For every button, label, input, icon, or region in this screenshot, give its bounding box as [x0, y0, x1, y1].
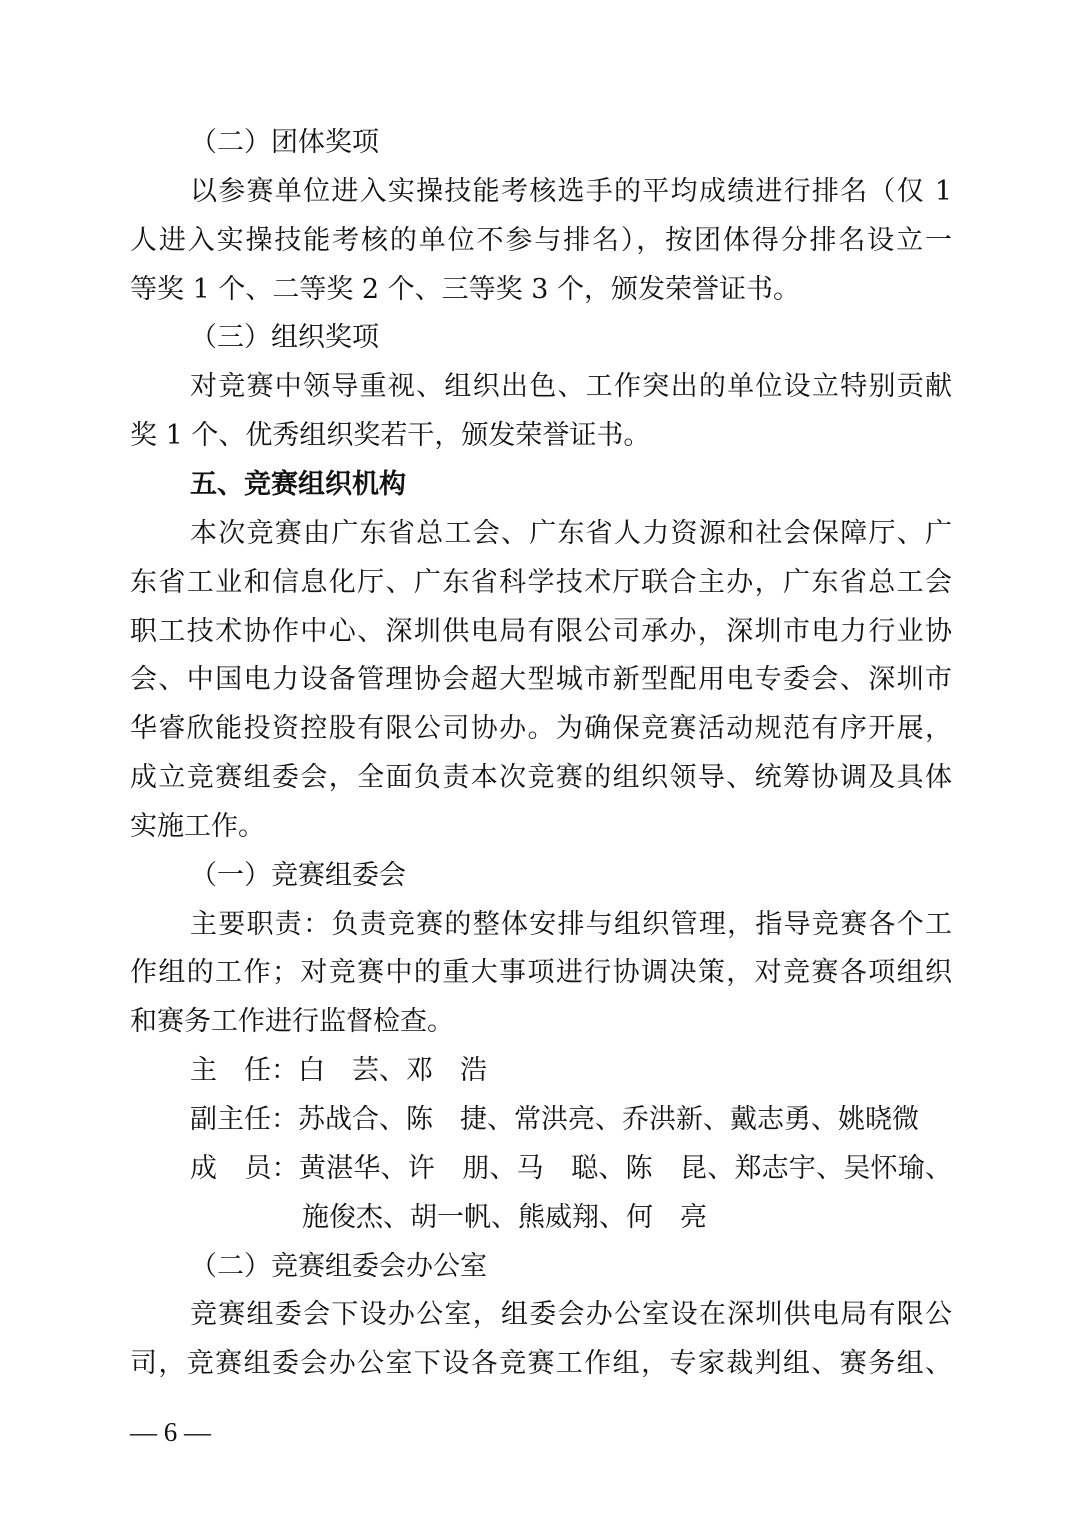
text-line: 人进入实操技能考核的单位不参与排名），按团体得分排名设立一 [130, 224, 952, 256]
text-line: 东省工业和信息化厅、广东省科学技术厅联合主办，广东省总工会 [130, 566, 952, 598]
text-line: 作组的工作；对竞赛中的重大事项进行协调决策，对竞赛各项组织 [130, 957, 952, 989]
text-line: 副主任：苏战合、陈 捷、常洪亮、乔洪新、戴志勇、姚晓微 [190, 1104, 919, 1135]
text-line: 成 员：黄湛华、许 朋、马 聪、陈 昆、郑志宇、吴怀瑜、 [190, 1152, 952, 1184]
text-line: 奖 1 个、优秀组织奖若干，颁发荣誉证书。 [130, 420, 651, 452]
text-line: 主 任：白 芸、邓 浩 [190, 1055, 487, 1087]
text-line: 成立竞赛组委会，全面负责本次竞赛的组织领导、统筹协调及具体 [130, 762, 952, 794]
text-line: 和赛务工作进行监督检查。 [130, 1006, 454, 1038]
text-line: （一）竞赛组委会 [190, 859, 406, 891]
section-heading: 五、竞赛组织机构 [190, 468, 406, 500]
text-line: 以参赛单位进入实操技能考核选手的平均成绩进行排名（仅 1 [190, 175, 952, 207]
text-line: 会、中国电力设备管理协会超大型城市新型配用电专委会、深圳市 [130, 664, 952, 696]
text-line: 职工技术协作中心、深圳供电局有限公司承办，深圳市电力行业协 [130, 615, 952, 647]
text-line: （二）竞赛组委会办公室 [190, 1250, 487, 1282]
text-line: 竞赛组委会下设办公室，组委会办公室设在深圳供电局有限公 [190, 1299, 952, 1331]
text-line: 对竞赛中领导重视、组织出色、工作突出的单位设立特别贡献 [190, 371, 952, 403]
text-line: （三）组织奖项 [190, 322, 379, 354]
text-line: 主要职责：负责竞赛的整体安排与组织管理，指导竞赛各个工 [190, 908, 952, 940]
text-line: 施俊杰、胡一帆、熊威翔、何 亮 [302, 1201, 707, 1233]
text-line: 等奖 1 个、二等奖 2 个、三等奖 3 个，颁发荣誉证书。 [130, 273, 801, 305]
text-line: 本次竞赛由广东省总工会、广东省人力资源和社会保障厅、广 [190, 517, 952, 549]
text-line: 实施工作。 [130, 810, 265, 842]
page-number: — 6 — [130, 1417, 211, 1447]
text-line: 华睿欣能投资控股有限公司协办。为确保竞赛活动规范有序开展， [130, 713, 952, 745]
text-line: 司，竞赛组委会办公室下设各竞赛工作组，专家裁判组、赛务组、 [130, 1348, 952, 1380]
text-line: （二）团体奖项 [190, 127, 379, 158]
